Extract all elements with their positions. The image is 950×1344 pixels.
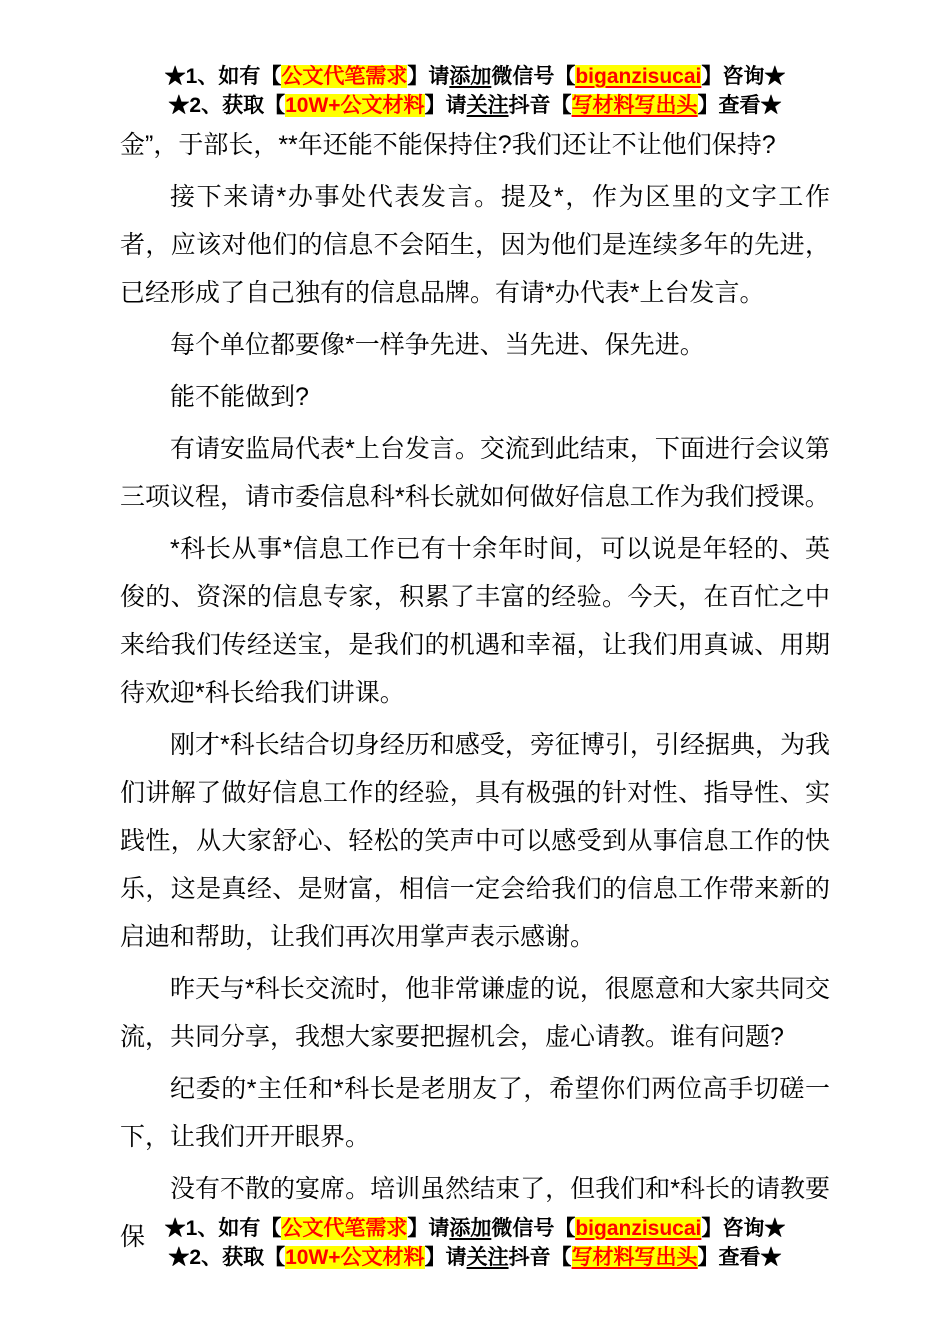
paragraph-2: 接下来请*办事处代表发言。提及*，作为区里的文字工作者，应该对他们的信息不会陌生，因为他们是连续多年的先进，已经形成了自己独有的信息品牌。有请*办代表*上台发言。 (120, 183, 830, 307)
promo-top-line-2 (0, 91, 950, 120)
promo-top-line-1 (0, 62, 950, 91)
document-body (120, 121, 830, 1265)
promo-text: 抖音【 (508, 94, 572, 117)
promo-text: 抖音【 (508, 1246, 572, 1269)
paragraph-3: 每个单位都要像*一样争先进、当先进、保先进。 (170, 331, 705, 359)
paragraph-4: 能不能做到? (170, 383, 309, 411)
paragraph-10: 没有不散的宴席。培训虽然结束了，但我们和*科长的请教要保 (120, 1175, 830, 1251)
paragraph-7: 刚才*科长结合切身经历和感受，旁征博引，引经据典，为我们讲解了做好信息工作的经验，具有极强的针对性、指导性、实践性，从大家舒心、轻松的笑声中可以感受到从事信息工作的快乐，这是真经、是财富，相信一定会给我们的信息工作带来新的启迪和帮助，让我们再次用掌声表示感谢。 (120, 731, 830, 951)
promo-text: 】请 (407, 1217, 450, 1240)
promo-text: 】查看★ (697, 1246, 782, 1269)
promo-highlight-materials: 10W+公文材料 (285, 1246, 425, 1269)
promo-text: 】咨询★ (701, 65, 786, 88)
promo-text: 】查看★ (697, 94, 782, 117)
paragraph-8: 昨天与*科长交流时，他非常谦虚的说，很愿意和大家共同交流，共同分享，我想大家要把握机会，虚心请教。谁有问题? (120, 975, 830, 1051)
promo-text: 】请 (424, 94, 467, 117)
promo-text: 】咨询★ (701, 1217, 786, 1240)
promo-text: 微信号【 (491, 1217, 576, 1240)
promo-underlined-add: 添加 (449, 65, 492, 88)
promo-text: ★1、如有【 (164, 1217, 282, 1240)
paragraph-6: *科长从事*信息工作已有十余年时间，可以说是年轻的、英俊的、资深的信息专家，积累了丰富的经验。今天，在百忙之中来给我们传经送宝，是我们的机遇和幸福，让我们用真诚、用期待欢迎*科长给我们讲课。 (120, 535, 830, 707)
promo-highlight-materials: 10W+公文材料 (285, 94, 425, 117)
promo-douyin-id: 写材料写出头 (571, 1246, 698, 1269)
promo-underlined-follow: 关注 (466, 1246, 509, 1269)
promo-highlight-service: 公文代笔需求 (281, 1217, 408, 1240)
promo-text: ★2、获取【 (168, 1246, 286, 1269)
promo-underlined-follow: 关注 (466, 94, 509, 117)
promo-banner-top (0, 62, 950, 120)
promo-text: 】请 (424, 1246, 467, 1269)
paragraph-1: 金”，于部长，**年还能不能保持住?我们还让不让他们保持? (120, 131, 776, 159)
promo-underlined-add: 添加 (449, 1217, 492, 1240)
promo-text: 】请 (407, 65, 450, 88)
promo-highlight-service: 公文代笔需求 (281, 65, 408, 88)
promo-douyin-id: 写材料写出头 (571, 94, 698, 117)
promo-bottom-line-2 (0, 1243, 950, 1272)
promo-text: ★2、获取【 (168, 94, 286, 117)
promo-text: 微信号【 (491, 65, 576, 88)
promo-wechat-id: biganzisucai (575, 1217, 702, 1240)
paragraph-9: 纪委的*主任和*科长是老朋友了，希望你们两位高手切磋一下，让我们开开眼界。 (120, 1075, 830, 1151)
promo-bottom-line-1 (0, 1214, 950, 1243)
promo-banner-bottom (0, 1214, 950, 1272)
paragraph-5: 有请安监局代表*上台发言。交流到此结束，下面进行会议第三项议程，请市委信息科*科长就如何做好信息工作为我们授课。 (120, 435, 830, 511)
promo-wechat-id: biganzisucai (575, 65, 702, 88)
promo-text: ★1、如有【 (164, 65, 282, 88)
